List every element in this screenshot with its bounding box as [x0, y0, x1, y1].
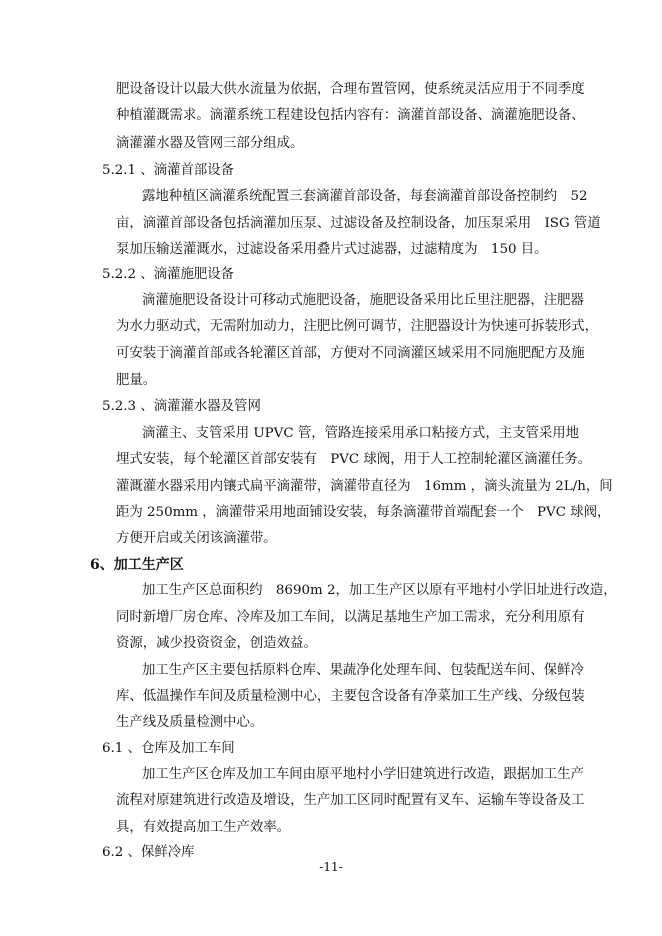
body-line: 滴灌主、支管采用 UPVC 管，管路连接采用承口粘接方式，主支管采用地 — [142, 426, 580, 441]
body-line: 距为 250mm ，滴灌带采用地面铺设安装，每条滴灌带首端配套一个 PVC 球阀， — [116, 505, 611, 520]
section-heading: 5.2.1 、滴灌首部设备 — [102, 163, 235, 178]
section-heading: 6.2 、保鲜冷库 — [102, 845, 195, 860]
body-line: 资源，减少投资资金，创造效益。 — [116, 636, 317, 651]
body-line: 埋式安装，每个轮灌区首部安装有 PVC 球阀，用于人工控制轮灌区滴灌任务。 — [116, 452, 592, 467]
body-line: 肥量。 — [116, 373, 157, 388]
body-line: 肥设备设计以最大供水流量为依据，合理布置管网，使系统灵活应用于不同季度 — [116, 82, 585, 97]
chapter-heading: 6、加工生产区 — [90, 557, 184, 573]
body-line: 生产线及质量检测中心。 — [116, 715, 264, 730]
body-line: 亩，滴灌首部设备包括滴灌加压泵、过滤设备及控制设备，加压泵采用 ISG 管道 — [116, 216, 601, 231]
body-line: 加工生产区仓库及加工车间由原平地村小学旧建筑进行改造，跟据加工生产 — [142, 767, 584, 782]
body-line: 加工生产区主要包括原料仓库、果蔬净化处理车间、包装配送车间、保鲜冷 — [142, 663, 584, 678]
section-heading: 5.2.3 、滴灌灌水器及管网 — [102, 399, 261, 414]
section-heading: 6.1 、仓库及加工车间 — [102, 741, 235, 756]
page-number: -11- — [319, 860, 343, 874]
body-line: 为水力驱动式，无需附加动力，注肥比例可调节，注肥器设计为快速可拆装形式， — [116, 319, 599, 334]
body-line: 滴灌灌水器及管网三部分组成。 — [116, 136, 304, 151]
section-heading: 5.2.2 、滴灌施肥设备 — [102, 267, 235, 282]
body-line: 露地种植区滴灌系统配置三套滴灌首部设备，每套滴灌首部设备控制约 52 — [142, 189, 588, 204]
body-line: 灌溉灌水器采用内镶式扁平滴灌带，滴灌带直径为 16mm ，滴头流量为 2L/h，间 — [116, 479, 613, 494]
body-line: 库、低温操作车间及质量检测中心，主要包含设备有净菜加工生产线、分级包装 — [116, 689, 585, 704]
body-line: 种植灌溉需求。滴灌系统工程建设包括内容有：滴灌首部设备、滴灌施肥设备、 — [116, 108, 585, 123]
body-line: 泵加压输送灌溉水，过滤设备采用叠片式过滤器，过滤精度为 150 目。 — [116, 242, 548, 257]
body-line: 流程对原建筑进行改造及增设，生产加工区同时配置有叉车、运输车等设备及工 — [116, 793, 585, 808]
body-line: 加工生产区总面积约 8690m 2，加工生产区以原有平地村小学旧址进行改造， — [142, 583, 617, 598]
body-line: 同时新增厂房仓库、冷库及加工车间，以满足基地生产加工需求，充分利用原有 — [116, 610, 585, 625]
body-line: 方便开启或关闭该滴灌带。 — [116, 531, 277, 546]
body-line: 具，有效提高加工生产效率。 — [116, 820, 291, 835]
body-line: 滴灌施肥设备设计可移动式施肥设备，施肥设备采用比丘里注肥器，注肥器 — [142, 293, 584, 308]
body-line: 可安装于滴灌首部或各轮灌区首部，方便对不同滴灌区域采用不同施肥配方及施 — [116, 346, 585, 361]
